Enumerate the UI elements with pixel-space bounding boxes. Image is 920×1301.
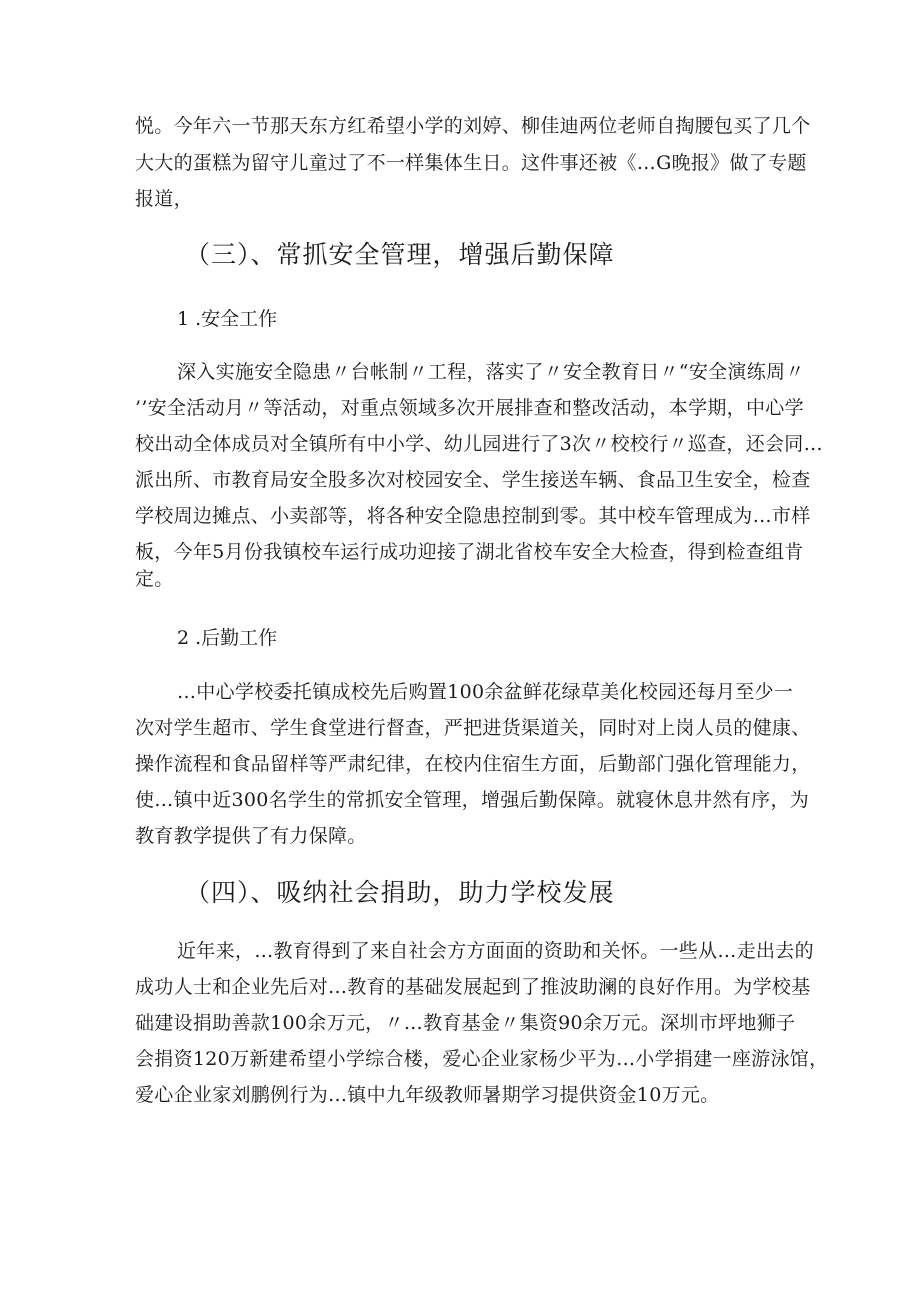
sub2-line-3: 操作流程和食品留样等严肃纪律，在校内住宿生方面，后勤部门强化管理能力，	[135, 753, 811, 775]
sub2-line-2: 次对学生超市、学生食堂进行督查，严把进货渠道关，同时对上岗人员的健康、	[135, 717, 811, 739]
sub2-line-1: …中心学校委托镇成校先后购置100余盆鲜花绿草美化校园还每月至少一	[177, 681, 794, 703]
sub1-line-1: 深入实施安全隐患〃台帐制〃工程，落实了〃安全教育日〃“安全演练周〃	[177, 361, 805, 383]
intro-line-1: 悦。今年六一节那天东方红希望小学的刘婷、柳佳迪两位老师自掏腰包买了几个	[135, 115, 811, 137]
sub1-line-5: 学校周边摊点、小卖部等，将各种安全隐患控制到零。其中校车管理成为…市样	[135, 505, 811, 527]
intro-line-3: 报道，	[135, 188, 193, 210]
section-4-line-1: 近年来，…教育得到了来自社会方方面面的资助和关怀。一些从…走出去的	[177, 940, 814, 962]
section-3-sub2-title: 2 .后勤工作	[177, 627, 278, 649]
sub1-line-4: 派出所、市教育局安全股多次对校园安全、学生接送车辆、食品卫生安全，检查	[135, 469, 811, 491]
sub2-line-4: 使…镇中近300名学生的常抓安全管理，增强后勤保障。就寝休息井然有序，为	[135, 789, 810, 811]
sub2-line-5: 教育教学提供了有力保障。	[135, 825, 367, 847]
sub1-line-3: 校出动全体成员对全镇所有中小学、幼儿园进行了3次〃校校行〃巡查，还会同…	[135, 433, 823, 455]
sub1-line-6: 板，今年5月份我镇校车运行成功迎接了湖北省校车安全大检查，得到检查组肯	[135, 541, 804, 563]
section-4-line-5: 爱心企业家刘鹏例行为…镇中九年级教师暑期学习提供资金10万元。	[135, 1084, 720, 1106]
section-4-line-3: 础建设捐助善款100余万元，〃…教育基金〃集资90余万元。深圳市坪地狮子	[135, 1012, 796, 1034]
section-4-line-4: 会捐资120万新建希望小学综合楼，爱心企业家杨少平为…小学捐建一座游泳馆，	[135, 1048, 829, 1070]
section-3-heading: （三）、常抓安全管理，增强后勤保障	[185, 240, 615, 269]
sub1-line-7: 定。	[135, 568, 174, 590]
section-4-heading: （四）、吸纳社会捐助，助力学校发展	[185, 878, 615, 907]
sub1-line-2: ’’安全活动月〃等活动，对重点领域多次开展排查和整改活动，本学期，中心学	[135, 397, 804, 419]
intro-line-2: 大大的蛋糕为留守儿童过了不一样集体生日。这件事还被《…G晚报》做了专题	[135, 152, 807, 174]
section-4-line-2: 成功人士和企业先后对…教育的基础发展起到了推波助澜的良好作用。为学校基	[135, 976, 811, 998]
section-3-sub1-title: 1 .安全工作	[177, 308, 278, 330]
